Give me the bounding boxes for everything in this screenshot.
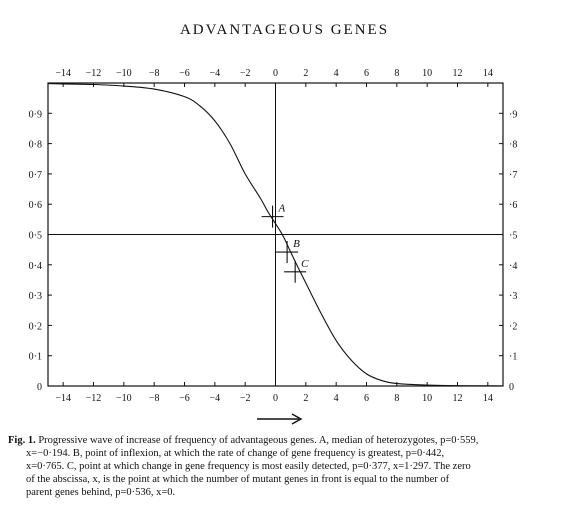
- x-tick-label-bottom: 6: [364, 393, 369, 404]
- y-tick-label-right: ·3: [509, 291, 518, 303]
- x-tick-label-bottom: −6: [179, 393, 190, 404]
- axis-tick-labels: [29, 68, 518, 404]
- marked-points: [262, 203, 310, 283]
- reference-lines: [48, 83, 503, 386]
- x-tick-label-top: −6: [179, 68, 190, 79]
- point-label: C: [301, 257, 309, 270]
- x-tick-label-bottom: −4: [209, 393, 221, 404]
- x-tick-label-bottom: −2: [239, 393, 251, 404]
- y-tick-label-left: 0·7: [28, 169, 42, 181]
- point-label: A: [278, 202, 286, 215]
- x-tick-label-bottom: 12: [452, 393, 463, 404]
- y-tick-label-right: ·1: [509, 351, 518, 363]
- y-tick-label-left: 0: [37, 382, 42, 393]
- y-tick-label-left: 0·4: [28, 260, 42, 272]
- x-tick-label-top: −12: [85, 68, 102, 79]
- caption-line: of the abscissa, x, is the point at which the number of mutant genes in front is equal to the number of: [26, 474, 450, 485]
- x-tick-label-top: 8: [394, 68, 400, 79]
- y-tick-label-left: 0·5: [28, 230, 42, 242]
- y-tick-label-left: 0·6: [28, 200, 42, 212]
- y-tick-label-left: 0·2: [28, 321, 42, 333]
- y-tick-label-left: 0·8: [28, 139, 42, 151]
- y-tick-label-left: 0·3: [28, 291, 42, 303]
- caption-line: Progressive wave of increase of frequency of advantageous genes. A, median of heterozygotes, p=0·559,: [38, 435, 479, 446]
- caption-line: parent genes behind, p=0·536, x=0.: [26, 487, 176, 498]
- x-tick-label-top: 12: [452, 68, 463, 79]
- x-tick-label-top: −8: [148, 68, 160, 79]
- y-tick-label-right: ·8: [509, 139, 518, 151]
- x-tick-label-top: −14: [55, 68, 71, 79]
- x-tick-label-top: 2: [303, 68, 309, 79]
- x-tick-label-bottom: 14: [482, 393, 493, 404]
- x-tick-label-top: 10: [422, 68, 433, 79]
- direction-arrow: [257, 414, 301, 424]
- y-tick-label-right: ·2: [509, 321, 518, 333]
- point-b: [276, 238, 300, 263]
- x-tick-label-top: −4: [209, 68, 221, 79]
- y-tick-label-right: ·7: [509, 169, 518, 181]
- x-tick-label-bottom: −12: [85, 393, 102, 404]
- caption-lead: Fig. 1.: [8, 435, 36, 446]
- x-tick-label-bottom: 8: [394, 393, 400, 404]
- x-tick-label-bottom: −10: [116, 393, 132, 404]
- x-tick-label-top: −10: [116, 68, 132, 79]
- point-c: [284, 258, 309, 283]
- x-tick-label-bottom: 10: [422, 393, 433, 404]
- point-label: B: [293, 238, 300, 251]
- x-tick-label-top: 0: [273, 68, 278, 79]
- x-tick-label-top: −2: [239, 68, 251, 79]
- x-tick-label-top: 6: [364, 68, 369, 79]
- x-tick-label-bottom: 2: [303, 393, 309, 404]
- y-tick-label-right: ·6: [509, 200, 518, 212]
- x-tick-label-top: 14: [482, 68, 493, 79]
- x-tick-label-bottom: −14: [55, 393, 71, 404]
- x-tick-label-bottom: −8: [148, 393, 160, 404]
- x-tick-label-bottom: 0: [273, 393, 278, 404]
- caption-line: x=0·765. C, point at which change in gene frequency is most easily detected, p=0·377, x=1·297. The zero: [26, 461, 471, 472]
- page-title: ADVANTAGEOUS GENES: [179, 22, 390, 38]
- caption-line: x=−0·194. B, point of inflexion, at which the rate of change of gene frequency is greatest, p=0·442,: [26, 448, 445, 459]
- y-tick-label-right: 0: [509, 382, 514, 393]
- figure-caption: [8, 434, 558, 499]
- y-tick-label-left: 0·9: [28, 109, 42, 121]
- x-tick-label-bottom: 4: [333, 393, 339, 404]
- y-tick-label-right: ·4: [509, 260, 518, 272]
- y-tick-label-right: ·5: [509, 230, 518, 242]
- x-tick-label-top: 4: [333, 68, 339, 79]
- y-tick-label-right: ·9: [509, 109, 518, 121]
- y-tick-label-left: 0·1: [28, 351, 42, 363]
